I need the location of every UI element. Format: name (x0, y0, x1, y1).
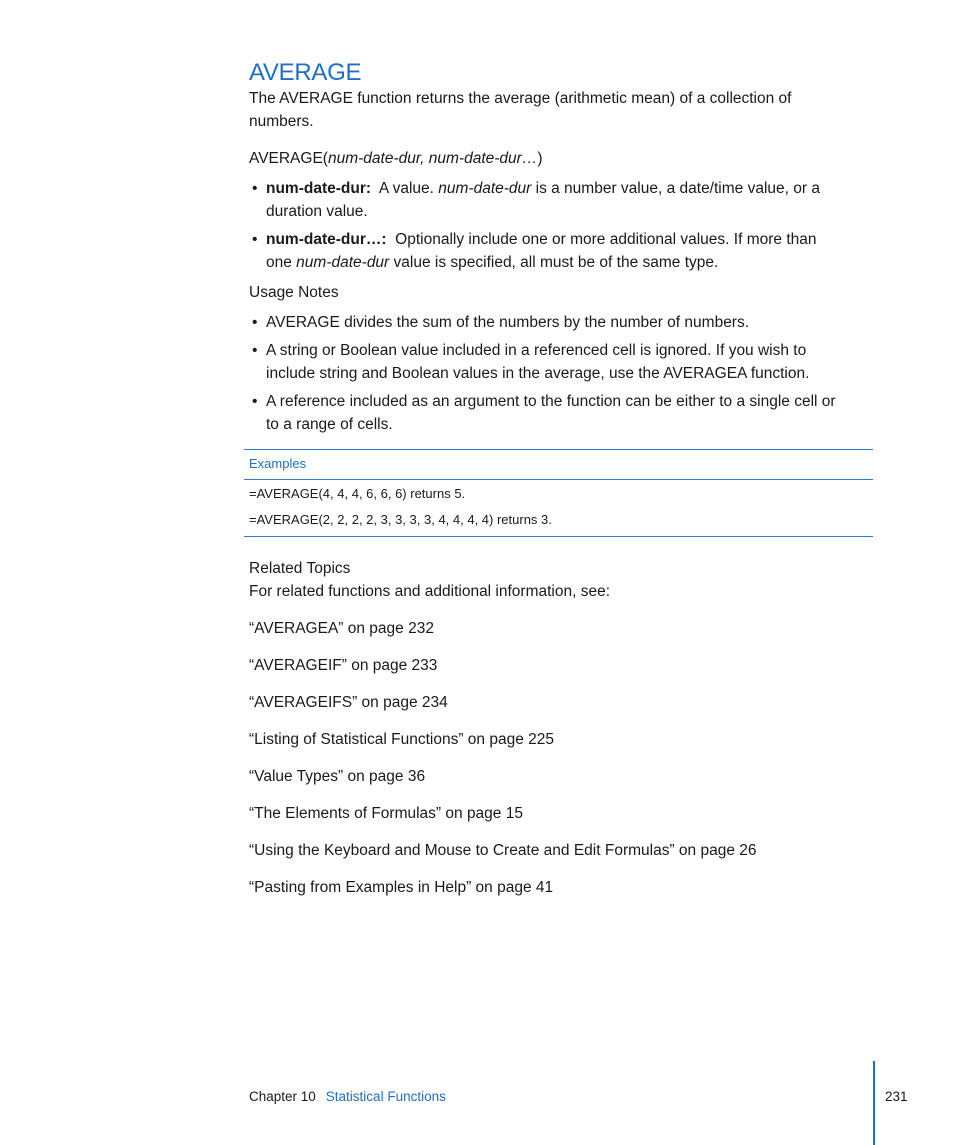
example-line: =AVERAGE(2, 2, 2, 2, 3, 3, 3, 3, 4, 4, 4, 4) returns 3. (249, 512, 552, 527)
usage-note-text: to a range of cells. (266, 416, 393, 433)
chapter-number: Chapter 10 (249, 1089, 316, 1104)
function-syntax (249, 147, 543, 170)
footer-divider (873, 1061, 875, 1145)
examples-divider (244, 479, 873, 480)
usage-note-item (249, 390, 873, 436)
argument-term: num-date-dur…: (266, 231, 387, 248)
argument-text: A value. (378, 180, 439, 197)
usage-note-item (249, 311, 873, 334)
related-topic-link[interactable]: “AVERAGEA” on page 232 (249, 620, 434, 637)
footer-chapter (249, 1088, 446, 1106)
usage-note-text: include string and Boolean values in the average, use the AVERAGEA function. (266, 365, 810, 382)
related-topic-link[interactable]: “Using the Keyboard and Mouse to Create and Edit Formulas” on page 26 (249, 842, 757, 859)
bullet-icon: • (252, 342, 258, 359)
related-topic-link[interactable]: “Value Types” on page 36 (249, 768, 426, 785)
argument-italic: num-date-dur (438, 180, 532, 197)
related-topics-heading: Related Topics (249, 560, 351, 577)
argument-text: duration value. (266, 203, 368, 220)
related-topic-link[interactable]: “AVERAGEIFS” on page 234 (249, 694, 448, 711)
page-title: AVERAGE (249, 59, 362, 86)
argument-text: one (266, 254, 297, 271)
page-number: 231 (885, 1089, 908, 1104)
syntax-open-paren: ( (322, 150, 328, 167)
argument-item (249, 228, 873, 274)
argument-text: is a number value, a date/time value, or a (531, 180, 820, 197)
related-topic-link[interactable]: “Pasting from Examples in Help” on page 41 (249, 879, 554, 896)
argument-term: num-date-dur: (266, 180, 372, 197)
syntax-function-name: AVERAGE (249, 150, 323, 167)
bullet-icon: • (252, 180, 258, 197)
chapter-title-link[interactable]: Statistical Functions (325, 1089, 446, 1104)
related-topic-link[interactable]: “AVERAGEIF” on page 233 (249, 657, 438, 674)
related-topic-link[interactable]: “The Elements of Formulas” on page 15 (249, 805, 523, 822)
usage-note-item (249, 339, 873, 385)
intro-paragraph: The AVERAGE function returns the average (arithmetic mean) of a collection of numbers. (249, 90, 792, 130)
examples-table (244, 449, 873, 537)
example-line: =AVERAGE(4, 4, 4, 6, 6, 6) returns 5. (249, 486, 466, 501)
related-topic-link[interactable]: “Listing of Statistical Functions” on page 225 (249, 731, 555, 748)
examples-heading: Examples (249, 456, 307, 471)
bullet-icon: • (252, 393, 258, 410)
related-topics-intro: For related functions and additional information, see: (249, 583, 611, 600)
argument-text: Optionally include one or more additional values. If more than (395, 231, 817, 248)
usage-note-text: A string or Boolean value included in a referenced cell is ignored. If you wish to (266, 342, 807, 359)
argument-item (249, 177, 873, 223)
usage-note-text: A reference included as an argument to the function can be either to a single cell or (266, 393, 836, 410)
usage-note-text: AVERAGE divides the sum of the numbers by the number of numbers. (266, 314, 750, 331)
syntax-close-paren: ) (537, 150, 543, 167)
syntax-arguments: num-date-dur, num-date-dur… (327, 150, 538, 167)
usage-notes-heading: Usage Notes (249, 284, 339, 301)
bullet-icon: • (252, 314, 258, 331)
argument-italic: num-date-dur (296, 254, 390, 271)
bullet-icon: • (252, 231, 258, 248)
argument-text: value is specified, all must be of the same type. (389, 254, 719, 271)
